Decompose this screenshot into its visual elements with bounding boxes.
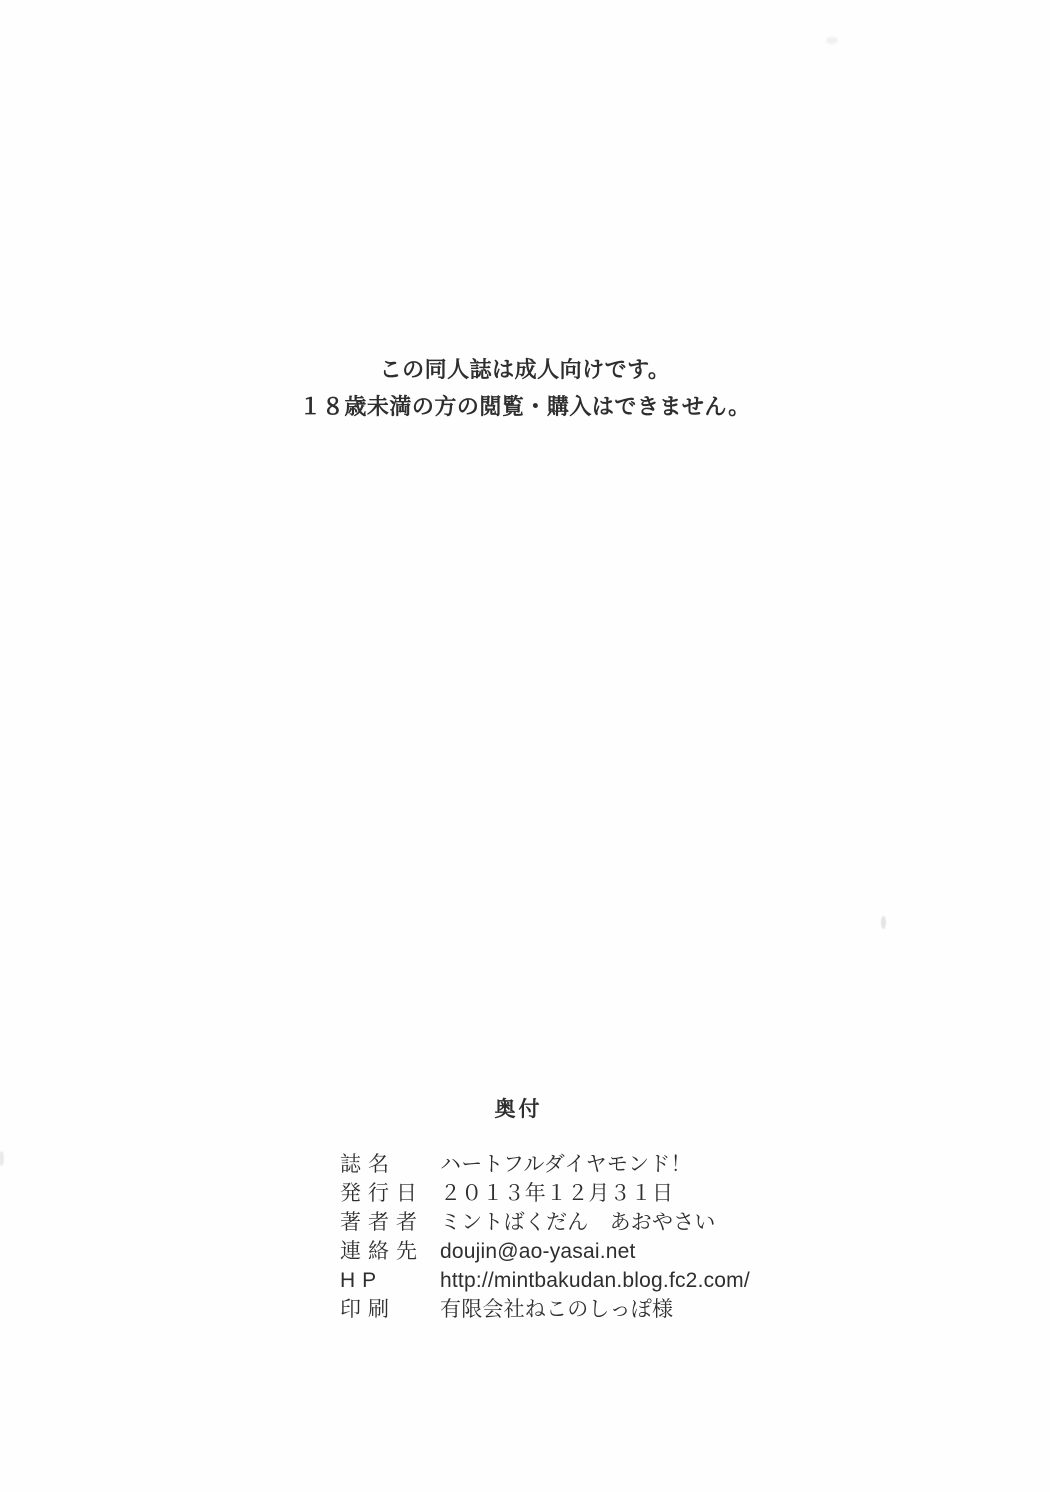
colophon-value: 有限会社ねこのしっぽ様 [440,1298,674,1321]
colophon-row-author [340,1208,750,1237]
notice-line-1: この同人誌は成人向けです。 [379,357,671,382]
colophon-value-email: doujin@ao-yasai.net [440,1240,636,1263]
colophon-label: 発行日 [340,1182,424,1205]
age-restriction-notice [2,351,1048,425]
colophon-row-title [340,1150,750,1179]
colophon-heading: 奥付 [494,1098,543,1121]
colophon-row-printer [340,1295,750,1324]
colophon-value: ミントばくだん あおやさい [440,1211,716,1234]
colophon-value: ハートフルダイヤモンド！ [440,1153,692,1176]
colophon-label: 誌名 [340,1153,396,1176]
colophon-row-contact [340,1237,750,1266]
colophon-label: 著者者 [340,1211,424,1234]
scan-speck [881,916,886,929]
colophon-label: 連絡先 [340,1240,424,1263]
colophon-row-publish-date [340,1179,750,1208]
notice-line-2: １８歳未満の方の閲覧・購入はできません。 [299,394,751,419]
colophon-info-list [340,1150,750,1324]
scan-speck [826,37,838,44]
colophon-row-homepage [340,1266,750,1295]
colophon-value: ２０１３年１２月３１日 [440,1182,674,1205]
colophon-label: 印刷 [340,1298,396,1321]
colophon-value-url: http://mintbakudan.blog.fc2.com/ [440,1269,750,1292]
scan-speck [0,1151,4,1166]
colophon-label: HP [340,1269,384,1292]
